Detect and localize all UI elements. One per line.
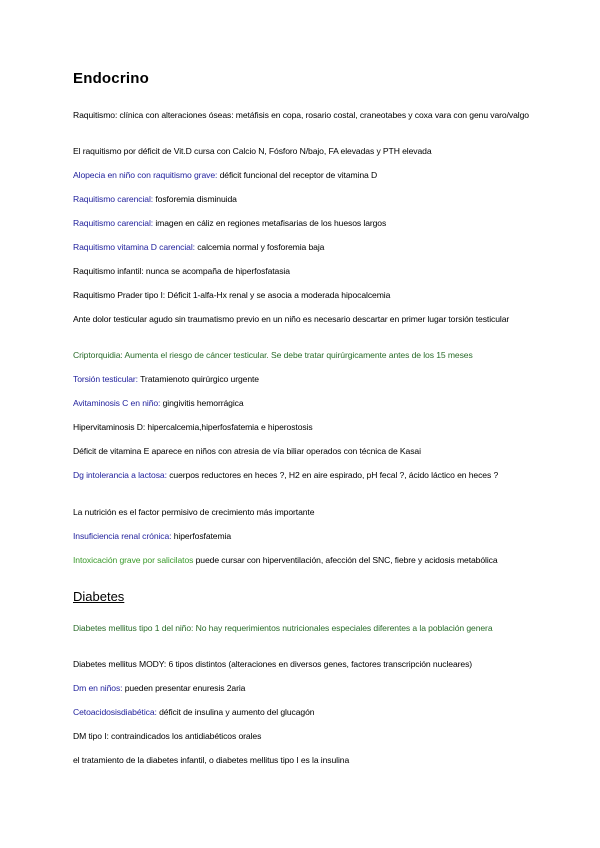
item-label: Dm en niños:: [73, 683, 123, 693]
item-label: Intoxicación grave por salicilatos: [73, 555, 194, 565]
item-text: Ante dolor testicular agudo sin traumatismo previo en un niño es necesario descartar en primer lugar torsión testicular: [73, 314, 510, 324]
list-item: [73, 145, 543, 157]
list-item: [73, 421, 543, 433]
list-item: [73, 469, 543, 481]
item-label: Criptorquidia:: [73, 350, 123, 360]
item-text: Raquitismo Prader tipo I: Déficit 1-alfa-Hx renal y se asocia a moderada hipocalcemia: [73, 290, 391, 300]
item-text: pueden presentar enuresis 2aria: [122, 683, 246, 693]
item-label: Insuficiencia renal crónica:: [73, 531, 172, 541]
list-item: [73, 754, 543, 766]
item-text: Diabetes mellitus MODY: 6 tipos distintos (alteraciones en diversos genes, factores transcripción nucleares): [73, 659, 473, 669]
list-item: [73, 445, 543, 457]
item-text: Tratamienoto quirúrgico urgente: [137, 374, 259, 384]
list-item: [73, 169, 543, 181]
item-text: La nutrición es el factor permisivo de crecimiento más importante: [73, 507, 315, 517]
item-text: puede cursar con hiperventilación, afección del SNC, fiebre y acidosis metabólica: [193, 555, 498, 565]
item-label: Cetoacidosisdiabética:: [73, 707, 157, 717]
section-heading-diabetes: Diabetes: [73, 589, 125, 604]
list-item: [73, 397, 543, 409]
item-text: Raquitismo infantil: nunca se acompaña de hiperfosfatasia: [73, 266, 290, 276]
item-text: el tratamiento de la diabetes infantil, o diabetes mellitus tipo I es la insulina: [73, 755, 350, 765]
page-title: Endocrino: [73, 70, 149, 87]
list-item: [73, 241, 543, 253]
item-text: Diabetes mellitus tipo 1 del niño: No hay requerimientos nutricionales especiales diferentes a la población genera: [73, 623, 493, 633]
item-label: Torsión testicular:: [73, 374, 138, 384]
item-label: Avitaminosis C en niño:: [73, 398, 161, 408]
item-text: hiperfosfatemia: [171, 531, 232, 541]
list-item: [73, 730, 543, 742]
item-label: Raquitismo carencial:: [73, 218, 154, 228]
item-text: cuerpos reductores en heces ?, H2 en aire espirado, pH fecal ?, ácido láctico en heces ?: [166, 470, 499, 480]
list-item: [73, 506, 543, 518]
item-text: fosforemia disminuida: [153, 194, 237, 204]
list-item: [73, 349, 543, 361]
list-item: [73, 706, 543, 718]
item-text: calcemia normal y fosforemia baja: [194, 242, 325, 252]
item-text: gingivitis hemorrágica: [160, 398, 244, 408]
list-item: [73, 289, 543, 301]
item-label: Raquitismo carencial:: [73, 194, 154, 204]
item-label: Dg intolerancia a lactosa:: [73, 470, 167, 480]
item-text: DM tipo I: contraindicados los antidiabéticos orales: [73, 731, 262, 741]
list-item: [73, 622, 543, 634]
item-text: déficit de insulina y aumento del glucagón: [156, 707, 315, 717]
item-text: déficit funcional del receptor de vitamina D: [217, 170, 378, 180]
list-item: [73, 217, 543, 229]
list-item: [73, 682, 543, 694]
list-item: [73, 265, 543, 277]
list-item: [73, 313, 543, 325]
item-text: Aumenta el riesgo de cáncer testicular. Se debe tratar quirúrgicamente antes de los 15 meses: [122, 350, 473, 360]
item-text: Déficit de vitamina E aparece en niños con atresia de vía biliar operados con técnica de Kasai: [73, 446, 421, 456]
item-text: Hipervitaminosis D: hipercalcemia,hiperfosfatemia e hiperostosis: [73, 422, 313, 432]
list-item: [73, 373, 543, 385]
list-item: [73, 530, 543, 542]
item-text: imagen en cáliz en regiones metafisarias de los huesos largos: [153, 218, 387, 228]
item-label: Alopecia en niño con raquitismo grave:: [73, 170, 218, 180]
list-item: [73, 109, 543, 121]
item-text: El raquitismo por déficit de Vit.D cursa con Calcio N, Fósforo N/bajo, FA elevadas y PTH elevada: [73, 146, 432, 156]
item-text: Raquitismo: clínica con alteraciones óseas: metáfisis en copa, rosario costal, craneotabes y coxa vara con genu varo/valgo: [73, 110, 529, 120]
list-item: [73, 554, 543, 566]
list-item: [73, 658, 543, 670]
item-label: Raquitismo vitamina D carencial:: [73, 242, 195, 252]
list-item: [73, 193, 543, 205]
